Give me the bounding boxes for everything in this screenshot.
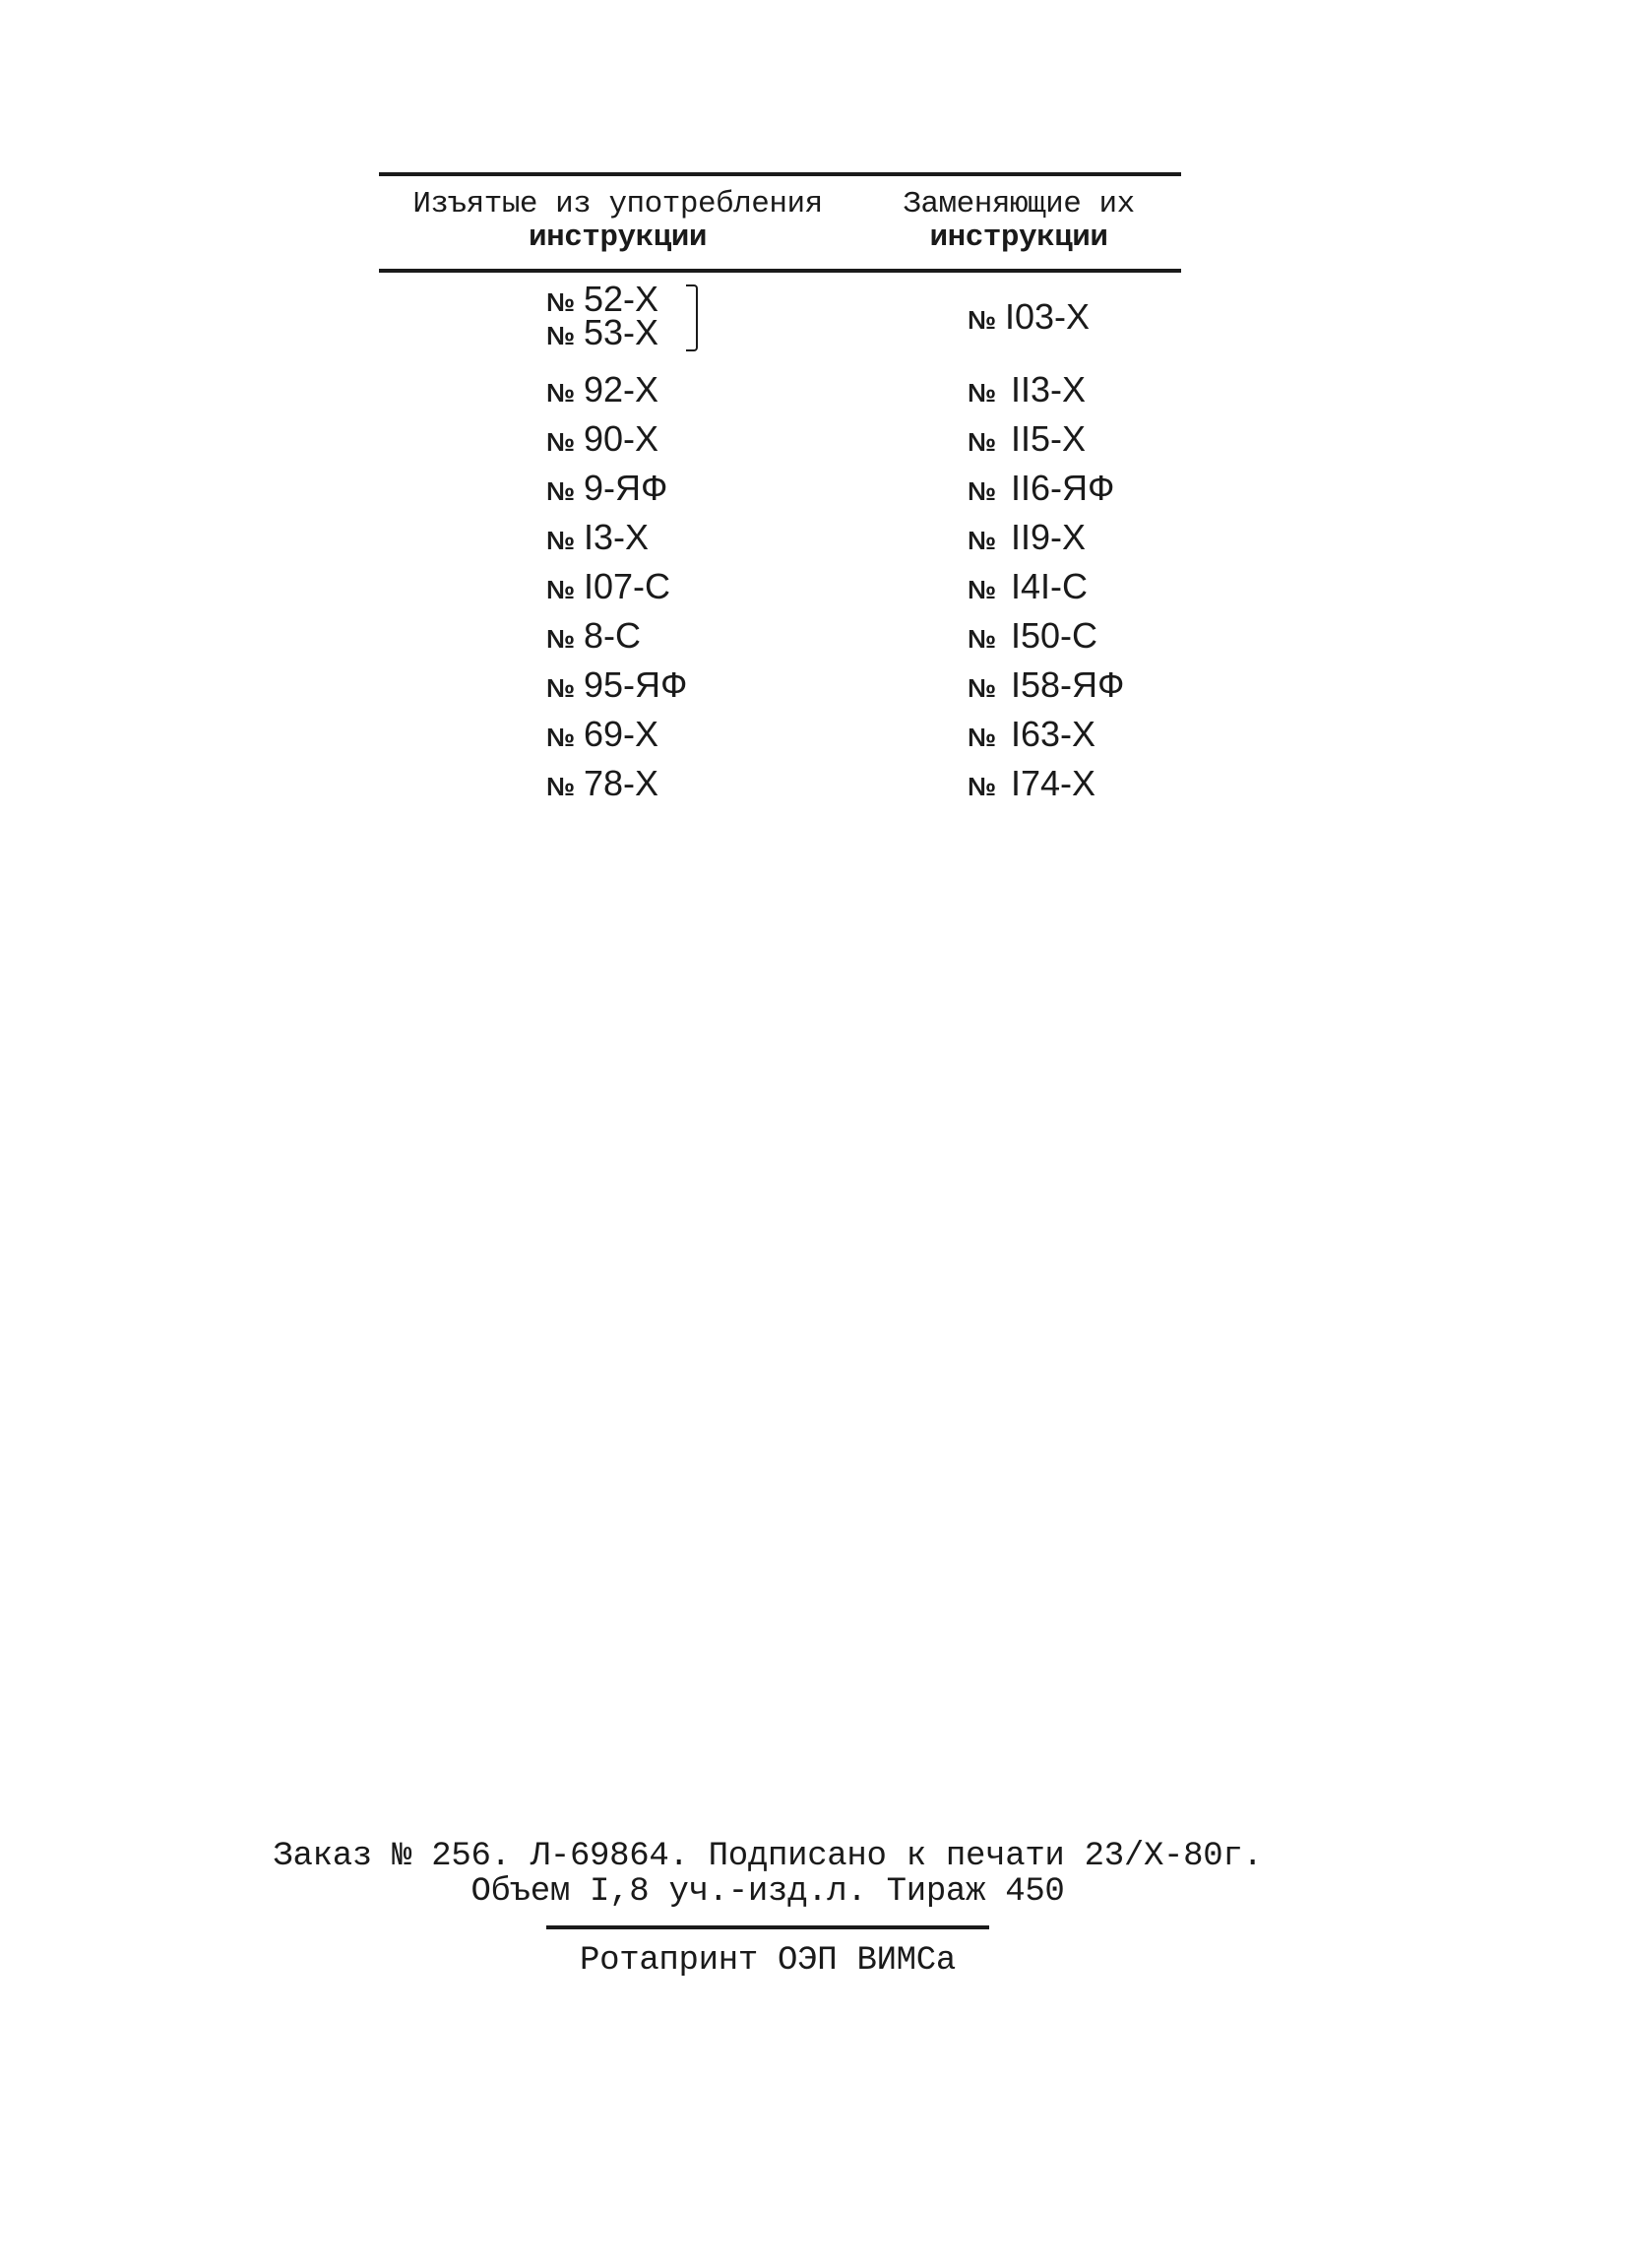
number-sign: №	[546, 476, 575, 506]
number-sign: №	[546, 723, 575, 752]
number-sign: №	[546, 772, 575, 801]
header-replacing-line1: Заменяющие их	[903, 187, 1135, 221]
table-body	[379, 279, 1181, 808]
number-sign: №	[968, 772, 996, 801]
number-sign: №	[968, 378, 996, 408]
withdrawn-code: 78-Х	[584, 763, 659, 803]
withdrawn-code: 8-С	[584, 615, 642, 656]
withdrawn-code: 69-Х	[584, 714, 659, 754]
withdrawn-code: 52-Х	[584, 279, 659, 319]
number-sign: №	[546, 575, 575, 604]
number-sign: №	[968, 476, 996, 506]
group-withdrawn-item	[546, 312, 856, 352]
number-sign: №	[968, 575, 996, 604]
table-row	[379, 365, 1181, 414]
replacing-code: I50-С	[1011, 615, 1098, 656]
replacing-code: II5-Х	[1011, 418, 1087, 459]
group-withdrawn-item	[546, 279, 856, 319]
imprint-printer-line: Ротапринт ОЭП ВИМСа	[580, 1942, 956, 1980]
table-top-rule	[379, 172, 1181, 176]
table-row	[379, 611, 1181, 661]
replacing-code: I58-ЯФ	[1011, 664, 1125, 705]
withdrawn-code: I3-Х	[584, 517, 650, 557]
withdrawn-code: I07-С	[584, 566, 671, 606]
table-row-group	[379, 279, 1181, 365]
table-row	[379, 414, 1181, 464]
table-row	[379, 562, 1181, 611]
replacing-cell	[379, 661, 1125, 710]
imprint-order-line: Заказ № 256. Л-69864. Подписано к печати 23/Х-80г.	[273, 1838, 1263, 1875]
imprint-rule	[546, 1925, 989, 1929]
header-withdrawn	[379, 188, 856, 255]
replacing-cell	[379, 710, 1096, 759]
withdrawn-code: 53-Х	[584, 312, 659, 352]
replacing-cell	[379, 611, 1098, 661]
replacing-cell	[379, 414, 1087, 464]
replacing-code: I03-Х	[1005, 296, 1091, 337]
replacing-cell	[379, 759, 1096, 808]
table-row	[379, 464, 1181, 513]
number-sign: №	[546, 673, 575, 703]
withdrawn-code: 92-Х	[584, 369, 659, 410]
table-header	[379, 188, 1181, 255]
number-sign: №	[968, 427, 996, 457]
withdrawn-code: 95-ЯФ	[584, 664, 688, 705]
number-sign: №	[546, 321, 575, 350]
number-sign: №	[968, 673, 996, 703]
imprint-footer	[256, 1839, 1280, 1981]
number-sign: №	[968, 624, 996, 654]
imprint-volume-line: Объем I,8 уч.-изд.л. Тираж 450	[470, 1873, 1065, 1911]
number-sign: №	[546, 287, 575, 317]
group-replacing-cell	[856, 283, 1181, 365]
number-sign: №	[968, 305, 996, 335]
number-sign: №	[546, 427, 575, 457]
replacing-code: II3-Х	[1011, 369, 1087, 410]
withdrawn-code: 9-ЯФ	[584, 468, 668, 508]
table-row	[379, 513, 1181, 562]
withdrawn-code: 90-Х	[584, 418, 659, 459]
table-rows	[379, 365, 1181, 808]
number-sign: №	[546, 526, 575, 555]
replacing-code: I63-Х	[1011, 714, 1096, 754]
replacing-code: I74-Х	[1011, 763, 1096, 803]
number-sign: №	[546, 624, 575, 654]
header-withdrawn-line2: инструкции	[528, 220, 708, 255]
header-replacing-line2: инструкции	[929, 220, 1108, 255]
number-sign: №	[968, 526, 996, 555]
replacing-cell	[379, 513, 1087, 562]
replacement-table	[379, 172, 1181, 808]
replacing-cell	[379, 562, 1089, 611]
header-replacing	[856, 188, 1181, 255]
replacing-cell	[379, 464, 1115, 513]
grouping-bracket	[686, 284, 698, 351]
replacing-code: II6-ЯФ	[1011, 468, 1115, 508]
table-row	[379, 759, 1181, 808]
replacing-code: II9-Х	[1011, 517, 1087, 557]
group-withdrawn-cell	[379, 279, 856, 365]
replacing-code: I4I-С	[1011, 566, 1089, 606]
header-withdrawn-line1: Изъятые из употребления	[412, 187, 823, 221]
replacing-cell	[379, 365, 1087, 414]
number-sign: №	[546, 378, 575, 408]
table-header-rule	[379, 269, 1181, 273]
table-row	[379, 661, 1181, 710]
table-row	[379, 710, 1181, 759]
number-sign: №	[968, 723, 996, 752]
